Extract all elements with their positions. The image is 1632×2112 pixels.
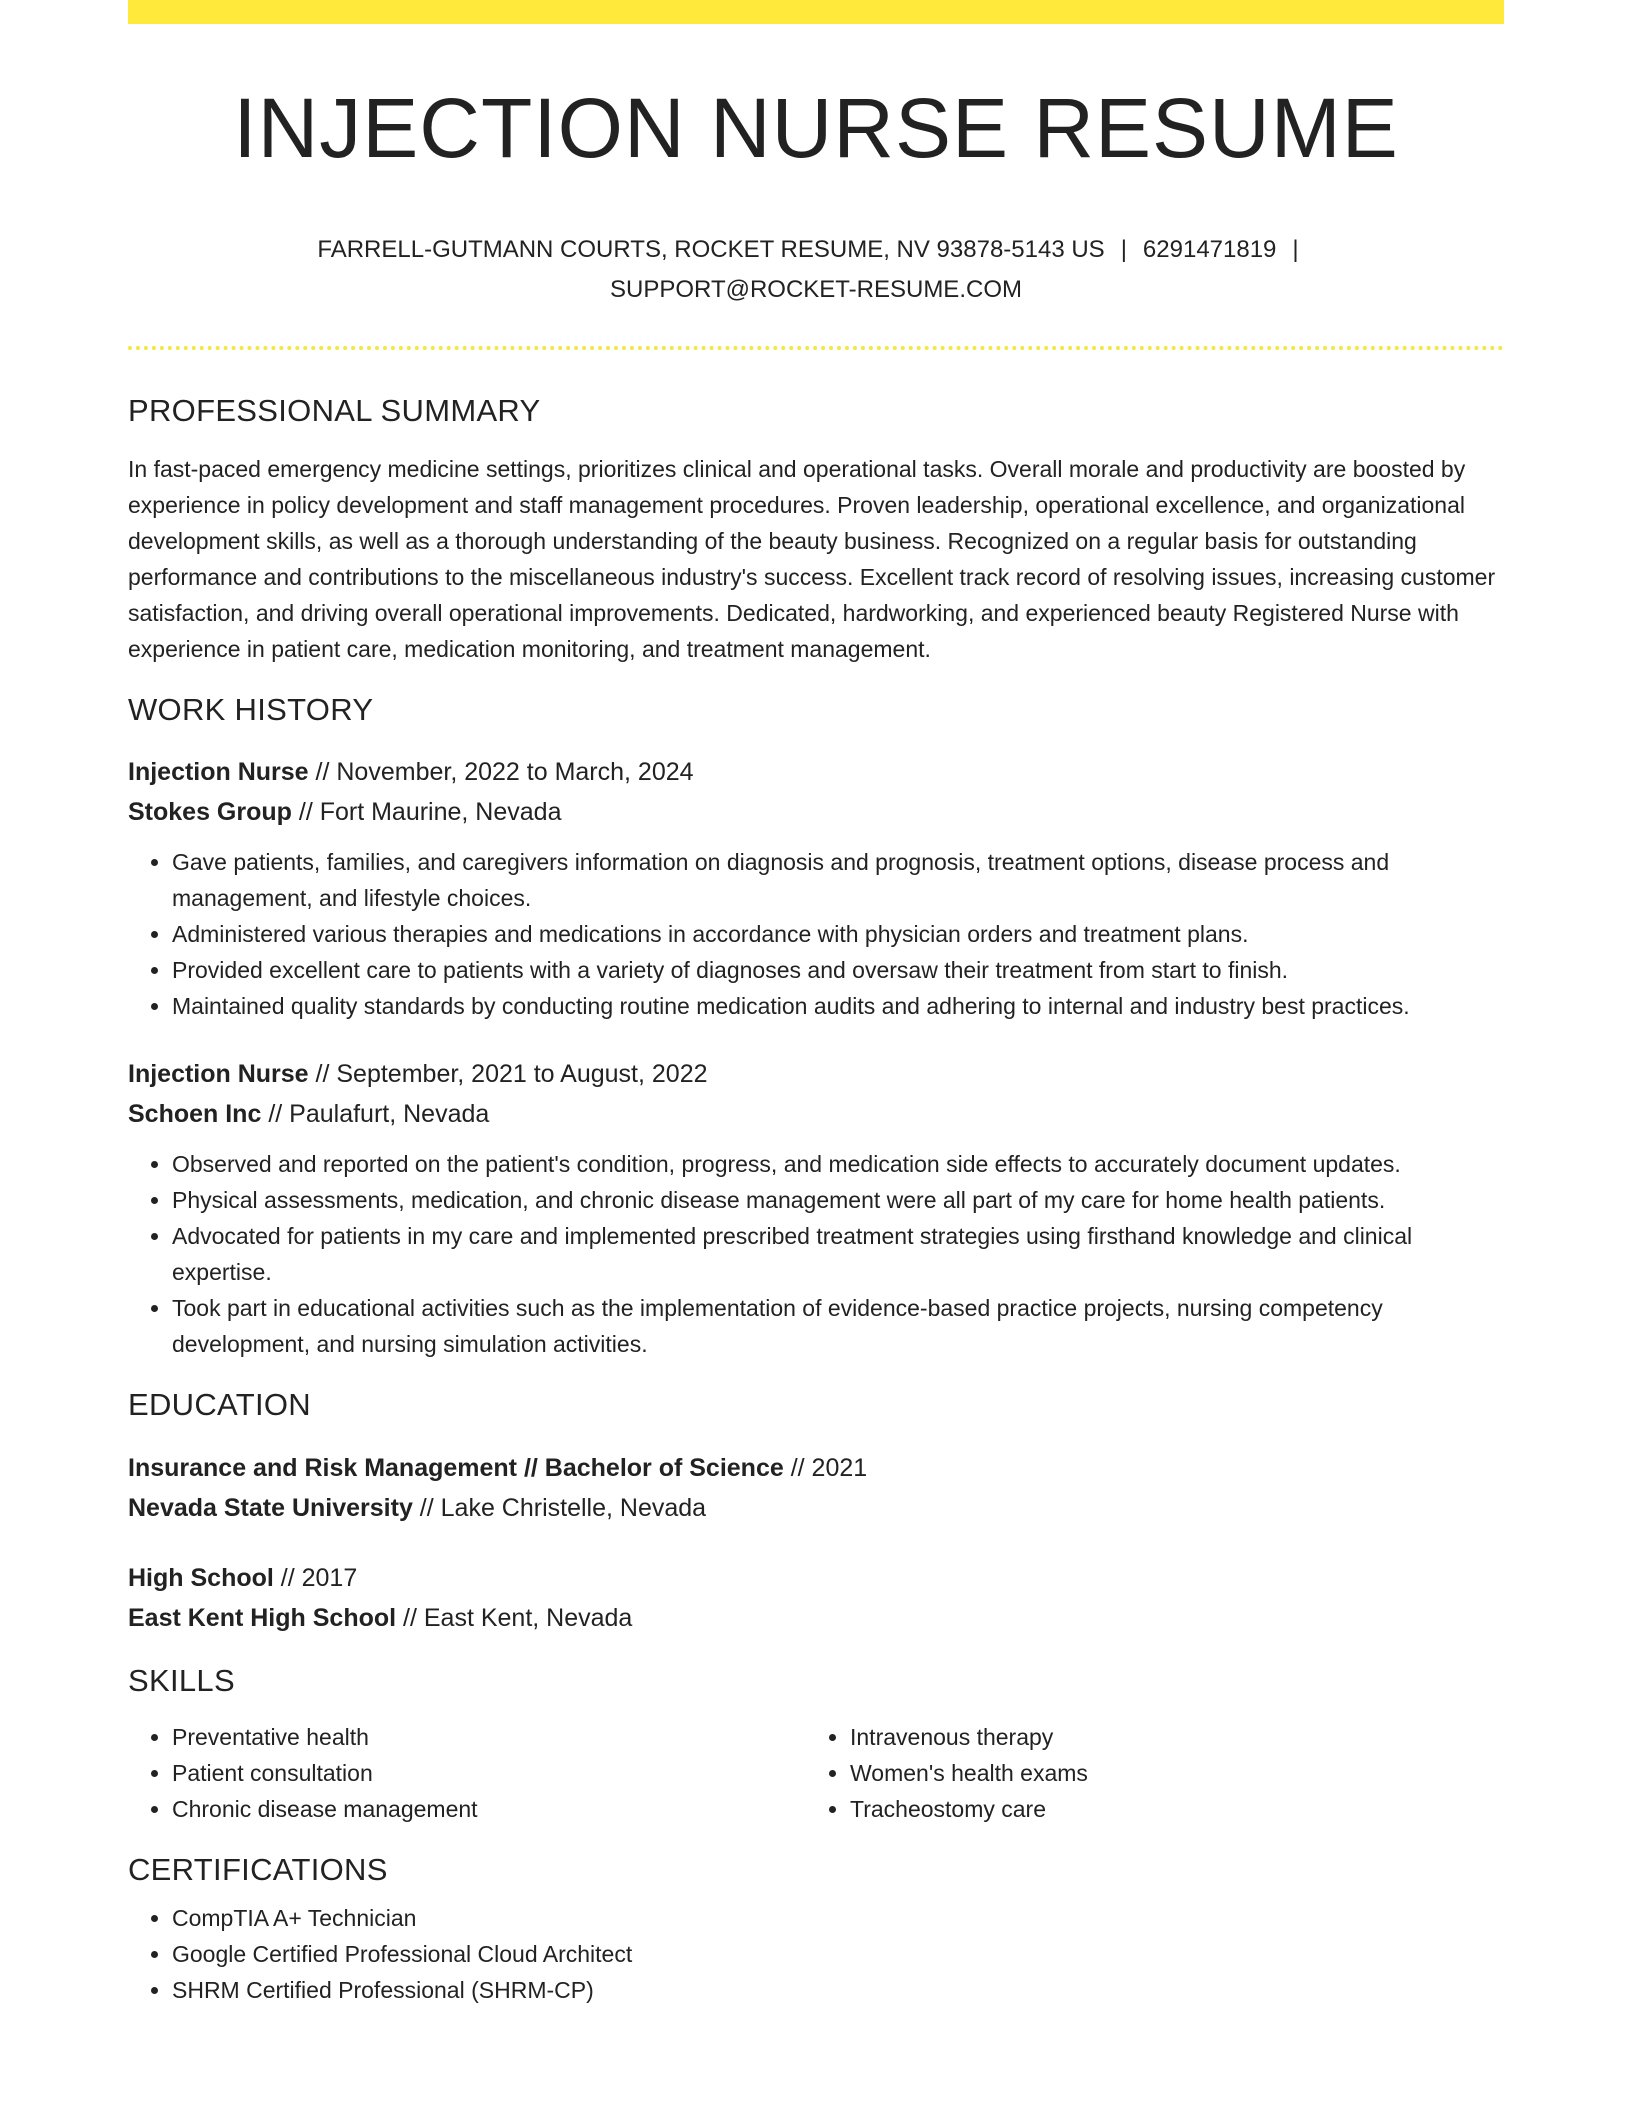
education-school: East Kent High School <box>128 1603 397 1632</box>
job-bullet: • Observed and reported on the patient's condition, progress, and medication side effects to accurately document updates. <box>172 1146 1504 1182</box>
contact-phone: 6291471819 <box>1142 236 1277 263</box>
job-bullet: • Physical assessments, medication, and chronic disease management were all part of my care for home health patients. <box>172 1182 1504 1218</box>
section-heading: PROFESSIONAL SUMMARY <box>128 393 541 428</box>
job-bullet: • Gave patients, families, and caregivers information on diagnosis and prognosis, treatment options, disease process and management, and lifestyle choices. <box>172 844 1504 916</box>
job-title-line <box>128 752 1504 792</box>
contact-address: FARRELL-GUTMANN COURTS, ROCKET RESUME, NV 93878-5143 US <box>317 236 1105 263</box>
contact-email[interactable]: SUPPORT@ROCKET-RESUME.COM <box>610 276 1022 303</box>
education-location: // Lake Christelle, Nevada <box>412 1493 707 1522</box>
skill-item: • Preventative health <box>172 1719 806 1755</box>
education-year: // 2021 <box>783 1453 868 1482</box>
certification-list <box>128 1900 1504 2008</box>
job-company-line <box>128 1094 1504 1134</box>
job-dates: // November, 2022 to March, 2024 <box>308 758 694 787</box>
resume-page <box>128 0 1504 2008</box>
skills-section <box>128 1662 1504 1827</box>
job-title-line <box>128 1054 1504 1094</box>
certifications-section <box>128 1851 1504 2008</box>
work-history-section <box>128 691 1504 1362</box>
education-entry <box>128 1558 1504 1638</box>
education-school-line <box>128 1488 1504 1528</box>
job-bullet: • Administered various therapies and medications in accordance with physician orders and treatment plans. <box>172 916 1504 952</box>
education-school: Nevada State University <box>128 1493 413 1522</box>
section-heading: WORK HISTORY <box>128 692 374 728</box>
skills-column-left <box>128 1719 806 1827</box>
skill-item: • Chronic disease management <box>172 1791 806 1827</box>
job-entry <box>128 1054 1504 1362</box>
certification-item: • CompTIA A+ Technician <box>172 1900 1504 1936</box>
job-dates: // September, 2021 to August, 2022 <box>308 1060 708 1089</box>
education-school-line <box>128 1598 1504 1638</box>
contact-info <box>128 230 1504 310</box>
job-company-line <box>128 792 1504 832</box>
job-title: Injection Nurse <box>128 758 309 787</box>
skill-item: • Intravenous therapy <box>850 1719 1504 1755</box>
contact-separator: | <box>1292 236 1299 263</box>
skill-item: • Women's health exams <box>850 1755 1504 1791</box>
job-title: Injection Nurse <box>128 1060 309 1089</box>
summary-section <box>128 392 1504 667</box>
education-degree-line <box>128 1448 1504 1488</box>
skill-item: • Patient consultation <box>172 1755 806 1791</box>
job-entry <box>128 752 1504 1024</box>
skills-column-right <box>806 1719 1504 1827</box>
job-company: Stokes Group <box>128 798 292 827</box>
education-entry <box>128 1448 1504 1528</box>
section-heading: CERTIFICATIONS <box>128 1851 388 1887</box>
resume-title: INJECTION NURSE RESUME <box>233 81 1399 175</box>
contact-separator: | <box>1120 236 1127 263</box>
education-year: // 2017 <box>273 1563 358 1592</box>
education-degree-line <box>128 1558 1504 1598</box>
summary-text: In fast-paced emergency medicine settings, prioritizes clinical and operational tasks. Overall morale and productivity are boosted by experience in policy development and staff management procedures. Proven leadership, operational excellence, and organizational development skills, as well as a thorough understanding of the beauty business. Recognized on a regular basis for outstanding performance and contributions to the miscellaneous industry's success. Excellent track record of resolving issues, increasing customer satisfaction, and driving overall operational improvements. Dedicated, hardworking, and experienced beauty Registered Nurse with experience in patient care, medication monitoring, and treatment management. <box>128 456 1496 663</box>
job-company: Schoen Inc <box>128 1100 262 1129</box>
job-location: // Fort Maurine, Nevada <box>291 798 562 827</box>
education-location: // East Kent, Nevada <box>396 1603 633 1632</box>
section-heading: EDUCATION <box>128 1387 311 1423</box>
skills-grid <box>128 1719 1504 1827</box>
education-degree: Insurance and Risk Management // Bachelor of Science <box>128 1453 784 1482</box>
section-heading: SKILLS <box>128 1662 235 1698</box>
education-degree: High School <box>128 1563 274 1592</box>
job-bullets <box>128 1146 1504 1362</box>
certification-item: • SHRM Certified Professional (SHRM-CP) <box>172 1972 1504 2008</box>
job-bullet: • Took part in educational activities such as the implementation of evidence-based practice projects, nursing competency development, and nursing simulation activities. <box>172 1290 1504 1362</box>
job-location: // Paulafurt, Nevada <box>261 1100 490 1129</box>
skill-item: • Tracheostomy care <box>850 1791 1504 1827</box>
education-section <box>128 1386 1504 1637</box>
job-bullet: • Provided excellent care to patients with a variety of diagnoses and oversaw their treatment from start to finish. <box>172 952 1504 988</box>
job-bullet: • Advocated for patients in my care and implemented prescribed treatment strategies using firsthand knowledge and clinical expertise. <box>172 1218 1504 1290</box>
job-bullet: • Maintained quality standards by conducting routine medication audits and adhering to internal and industry best practices. <box>172 988 1504 1024</box>
top-accent-bar <box>128 0 1504 24</box>
job-bullets <box>128 844 1504 1024</box>
certification-item: • Google Certified Professional Cloud Architect <box>172 1936 1504 1972</box>
dotted-divider <box>128 346 1504 350</box>
